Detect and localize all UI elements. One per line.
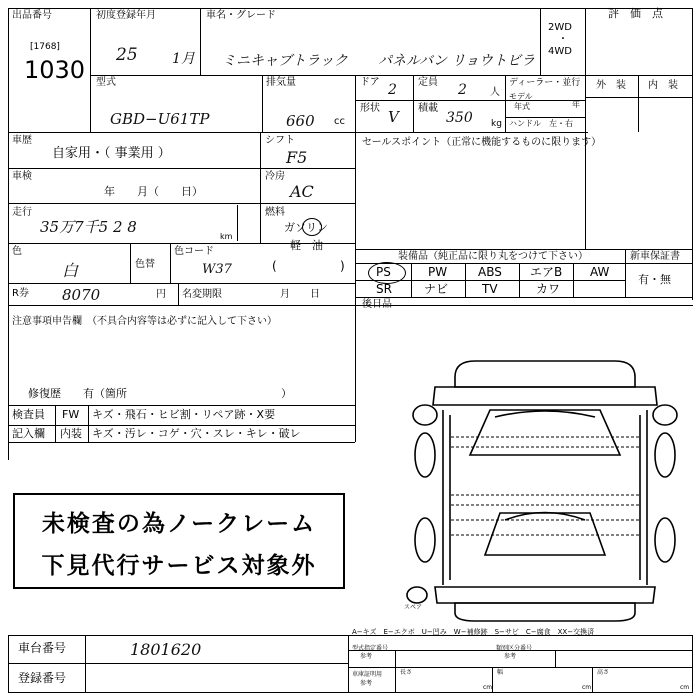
length-unit: cm [483, 684, 493, 691]
color-code-label: 色コード [174, 246, 214, 257]
model-label: 型式 [96, 77, 116, 88]
registration-year-value: 25 [116, 45, 138, 65]
chassis-number-value: 1801620 [130, 640, 202, 659]
fuel-label: 燃料 [265, 207, 285, 218]
score-label: 評 価 点 [608, 7, 663, 20]
cc-unit: cc [334, 116, 345, 127]
paren-open: ( [272, 259, 277, 273]
line [8, 168, 355, 169]
car-name-value: ミニキャブトラック [222, 53, 348, 69]
car-grade-value: パネルバン リョウトビラ [378, 53, 536, 69]
line [355, 249, 693, 250]
color-code-value: W37 [202, 262, 232, 277]
name-change-label: 名変期限 [182, 289, 222, 300]
line [355, 263, 693, 264]
line [638, 75, 639, 132]
line [573, 263, 574, 297]
registration-number-label: 登録番号 [18, 671, 67, 685]
line [8, 305, 693, 306]
line [8, 663, 348, 664]
line [262, 75, 263, 132]
usage-value: 自家用・（ 事業用 ） [52, 146, 171, 161]
equip-pw: PW [428, 265, 448, 279]
height-label: 高さ [597, 669, 610, 676]
model-code-value: GBD−U61TP [110, 110, 210, 128]
line [170, 243, 171, 283]
garage-cert-label: 車庫証明用 [352, 671, 383, 678]
line [505, 75, 506, 132]
interior-label: 内 装 [648, 80, 678, 91]
chassis-number-label: 車台番号 [18, 641, 67, 655]
model-year-suffix: 年 [572, 100, 580, 109]
yen-unit: 円 [156, 289, 166, 300]
lot-number-value: 1030 [24, 56, 86, 84]
line [8, 425, 355, 426]
name-change-date: 月 日 [280, 289, 320, 300]
line [8, 283, 355, 284]
handle-label: ハンドル 左・右 [509, 119, 573, 128]
equip-navi: ナビ [424, 282, 449, 296]
recycle-value: 8070 [62, 286, 101, 304]
line [585, 8, 586, 132]
line [348, 667, 692, 668]
line [55, 405, 56, 442]
line [8, 132, 588, 133]
color-value: 白 [62, 261, 79, 280]
equip-ps: PS [376, 265, 391, 279]
capacity-label: 定員 [418, 77, 438, 88]
equip-leather: カワ [536, 282, 561, 296]
line [130, 243, 131, 283]
shape-label: 形状 [360, 103, 380, 114]
vehicle-damage-diagram [395, 355, 695, 625]
line [355, 297, 693, 298]
car-name-label: 車名・グレード [206, 10, 276, 21]
equip-sr: SR [376, 282, 392, 296]
warranty-value: 有・無 [638, 273, 671, 286]
height-unit: cm [680, 684, 690, 691]
garage-cert-ref: 参考 [360, 680, 373, 687]
line [8, 203, 355, 204]
fuel-diesel: 軽 油 [290, 239, 323, 252]
class-number-ref: 参考 [504, 653, 517, 660]
equip-aw: AW [590, 265, 610, 279]
load-label: 積載 [418, 103, 438, 114]
kg-unit: kg [491, 119, 502, 129]
banner-line-2: 下見代行サービス対象外 [41, 553, 317, 579]
lot-sub-number: [1768] [30, 42, 60, 52]
line [8, 635, 9, 692]
mileage-label: 走行 [12, 207, 32, 218]
width-unit: cm [582, 684, 592, 691]
drive-2wd-label: 2WD [548, 22, 572, 33]
aircon-label: 冷房 [265, 171, 285, 182]
notes-label: 注意事項申告欄 （不具合内容等は必ずに記入して下さい） [12, 316, 277, 327]
line [8, 692, 693, 693]
form-cert-label: 型式指定番号 [352, 645, 389, 652]
sales-point-label: セールスポイント（正常に機能するものに限ります） [362, 137, 602, 148]
line [505, 117, 585, 118]
interior-row-label: 内装 [60, 427, 82, 440]
lot-number-label: 出品番号 [12, 10, 52, 21]
line [555, 650, 556, 667]
model-year-label-b: 年式 [514, 102, 530, 111]
line [585, 97, 693, 98]
recycle-label: R券 [12, 288, 29, 299]
inspection-label: 車検 [12, 171, 32, 182]
repair-history-label: 修復歴 有（箇所 ） [28, 387, 292, 400]
line [8, 442, 355, 443]
line [260, 132, 261, 243]
aircon-value: AC [290, 182, 314, 201]
spare-label: スペア [404, 604, 423, 611]
fuel-gasoline: ガソリン [284, 221, 328, 234]
capacity-value: 2 [458, 82, 467, 98]
door-label: ドア [360, 77, 380, 88]
load-value: 350 [446, 110, 473, 126]
line [540, 8, 541, 75]
door-value: 2 [388, 82, 397, 98]
line [90, 8, 91, 132]
width-label: 幅 [497, 669, 504, 676]
exterior-label: 外 装 [596, 80, 626, 91]
shift-label: シフト [265, 135, 295, 146]
line [85, 635, 86, 692]
damage-legend: A−キズ E−エクボ U−凹み W−補修跡 S−サビ C−腐食 XX−交換済 [352, 628, 595, 636]
frame-left [8, 8, 9, 460]
equip-abs: ABS [478, 265, 502, 279]
line [592, 667, 593, 692]
usage-label: 車歴 [12, 135, 32, 146]
shape-value: V [388, 108, 399, 126]
form-cert-ref: 参考 [360, 653, 373, 660]
length-label: 長さ [400, 669, 413, 676]
frame-top [8, 8, 693, 9]
line [625, 249, 626, 297]
registration-month-value: 1月 [172, 51, 195, 67]
line [465, 263, 466, 297]
model-year-label-a: モデル [509, 92, 533, 101]
drive-separator: ・ [558, 34, 568, 45]
km-unit: km [220, 232, 233, 241]
line [355, 100, 585, 101]
warranty-label: 新車保証書 [630, 251, 680, 262]
interior-items: キズ・汚レ・コゲ・穴・スレ・キレ・破レ [92, 427, 301, 440]
line [8, 405, 355, 406]
line [348, 635, 349, 692]
fw-label: FW [62, 408, 80, 421]
inspection-date: 年 月（ 日） [104, 185, 203, 198]
mileage-value: 35万7千5 2 8 [40, 218, 137, 236]
line [585, 132, 586, 249]
equip-tv: TV [482, 282, 498, 296]
frame-right [692, 8, 693, 300]
fuel-circle-mark [302, 218, 322, 236]
equip-airbag: エアB [530, 265, 563, 279]
line [413, 75, 414, 132]
line [200, 8, 201, 75]
class-number-label: 類別区分番号 [496, 645, 533, 652]
line [355, 132, 356, 305]
record-label: 記入欄 [12, 427, 45, 440]
person-unit: 人 [490, 87, 500, 98]
line [519, 263, 520, 297]
color-change-label: 色替 [135, 259, 155, 270]
no-claim-banner [13, 493, 345, 589]
line [90, 75, 585, 76]
displacement-label: 排気量 [266, 77, 296, 88]
line [692, 635, 693, 692]
line [88, 405, 89, 442]
paren-close: ) [340, 259, 345, 273]
after-fit-label: 後日品 [362, 299, 392, 310]
line [395, 650, 396, 692]
line [178, 283, 179, 305]
line [355, 75, 356, 132]
line [355, 305, 356, 442]
ps-circle-mark [368, 262, 406, 284]
displacement-value: 660 [286, 112, 315, 130]
color-label: 色 [12, 246, 22, 257]
fw-items: キズ・飛石・ヒビ割・リペア跡・X要 [92, 408, 276, 421]
drive-4wd-label: 4WD [548, 46, 572, 57]
line [237, 205, 238, 241]
dealer-label: ディーラー・並行 [509, 78, 581, 88]
equipment-title: 装備品（純正品に限り丸をつけて下さい） [398, 251, 588, 262]
line [585, 75, 693, 76]
shift-value: F5 [286, 148, 308, 167]
line [411, 263, 412, 297]
banner-line-1: 未検査の為ノークレーム [41, 511, 317, 537]
inspector-label: 検査員 [12, 408, 45, 421]
first-registration-label: 初度登録年月 [96, 10, 156, 21]
